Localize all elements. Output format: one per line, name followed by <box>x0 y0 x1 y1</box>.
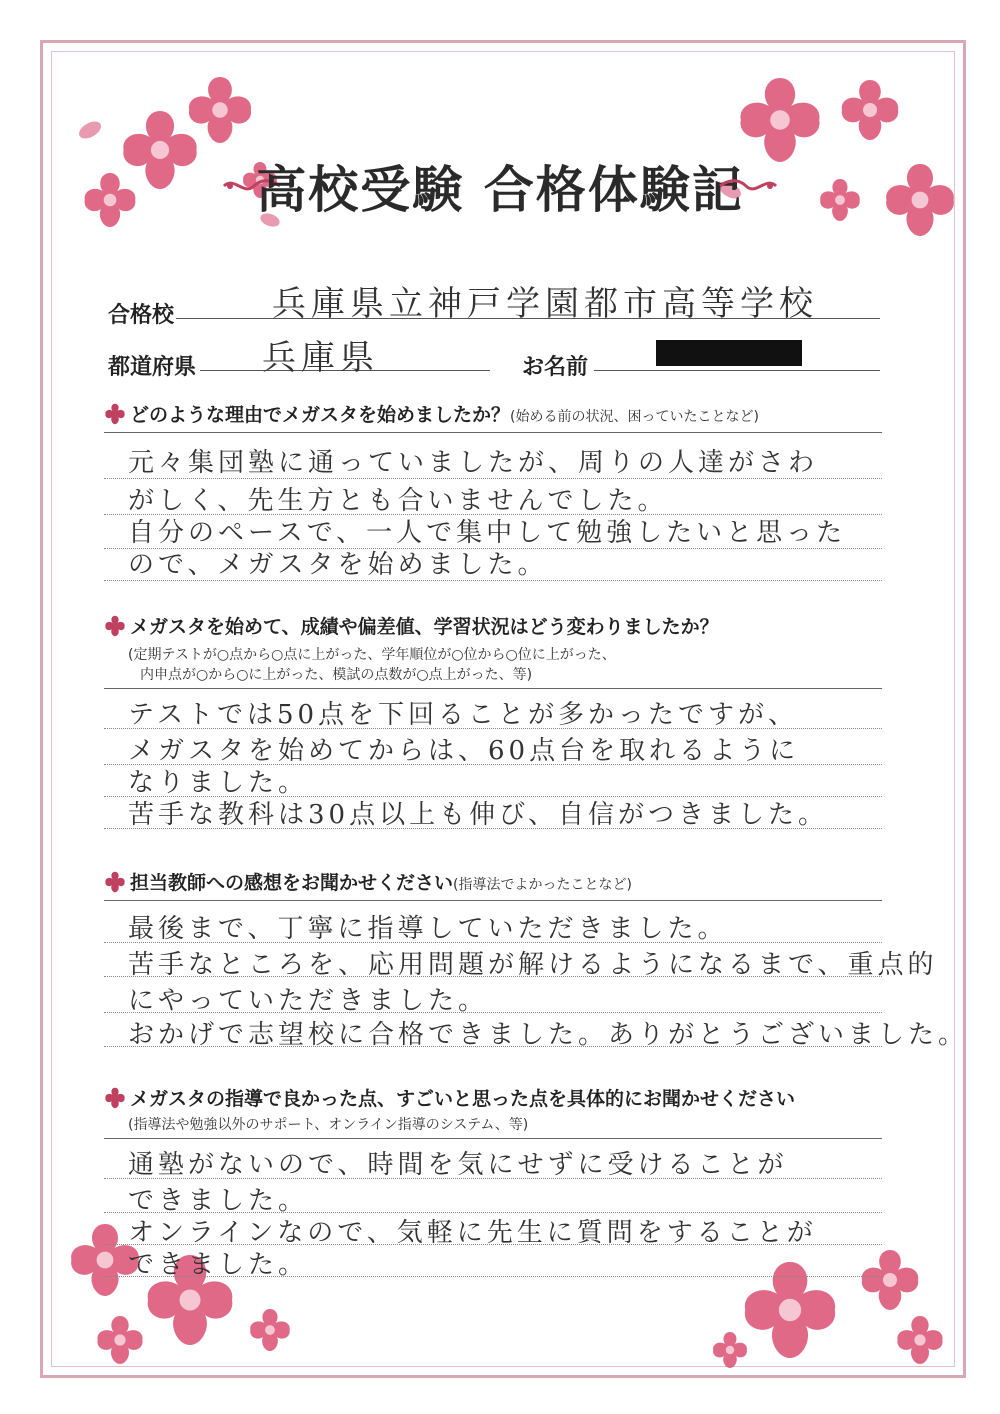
blossom-bullet-icon <box>104 615 126 637</box>
answer-1-rule-4 <box>104 580 882 581</box>
answer-3-line-3: にやっていただきました。 <box>128 986 489 1016</box>
answer-3-line-1: 最後まで、丁寧に指導していただきました。 <box>128 914 728 944</box>
answer-2-line-4: 苦手な教科は30点以上も伸び、自信がつきました。 <box>128 800 829 830</box>
answer-4-rule-4 <box>104 1276 882 1277</box>
title-swirl-right-icon <box>718 176 778 196</box>
answer-4-top-rule <box>104 1138 882 1139</box>
answer-2-line-2: メガスタを始めてからは、60点台を取れるように <box>128 736 800 766</box>
question-4 <box>104 1084 795 1111</box>
answer-4-line-1: 通塾がないので、時間を気にせずに受けることが <box>128 1150 788 1180</box>
question-2-text: メガスタを始めて、成績や偏差値、学習状況はどう変わりましたか？ <box>130 616 719 638</box>
answer-1-line-4: ので、メガスタを始めました。 <box>128 550 548 580</box>
answer-3-line-4: おかげで志望校に合格できました。ありがとうございました。 <box>128 1020 969 1050</box>
question-1-note: (始める前の状況、困っていたことなど) <box>510 409 759 425</box>
answer-2-line-1: テストでは50点を下回ることが多かったですが、 <box>128 700 799 730</box>
name-redaction <box>656 340 802 366</box>
answer-3-rule-4 <box>104 1046 882 1047</box>
answer-4-line-2: できました。 <box>128 1186 309 1216</box>
answer-1-line-3: 自分のペースで、一人で集中して勉強したいと思った <box>128 518 847 548</box>
answer-3-rule-1 <box>104 942 882 943</box>
answer-3-line-2: 苦手なところを、応用問題が解けるようになるまで、重点的 <box>128 950 938 980</box>
answer-3-rule-2 <box>104 976 882 977</box>
question-2-subnote-2: 内申点が○から○に上がった、模試の点数が○点上がった、等) <box>140 667 533 683</box>
school-value: 兵庫県立神戸学園都市高等学校 <box>272 284 818 324</box>
question-1-text: どのような理由でメガスタを始めましたか？ <box>130 404 511 426</box>
prefecture-value: 兵庫県 <box>262 338 379 378</box>
name-underline <box>594 370 880 371</box>
answer-1-line-1: 元々集団塾に通っていましたが、周りの人達がさわ <box>128 448 819 478</box>
blossom-bullet-icon <box>104 403 126 425</box>
question-3-text: 担当教師への感想をお聞かせください <box>130 872 454 894</box>
question-3 <box>104 868 632 895</box>
answer-2-line-3: なりました。 <box>128 768 309 798</box>
answer-3-rule-3 <box>104 1012 882 1013</box>
answer-4-line-4: できました。 <box>128 1250 309 1280</box>
prefecture-label: 都道府県 <box>108 355 197 380</box>
answer-1-line-2: がしく、先生方とも合いませんでした。 <box>128 486 668 516</box>
school-label: 合格校 <box>108 303 175 328</box>
answer-2-rule-1 <box>104 728 882 729</box>
answer-4-rule-1 <box>104 1178 882 1179</box>
answer-1-rule-1 <box>104 478 882 479</box>
question-4-subnote-1: (指導法や勉強以外のサポート、オンライン指導のシステム、等) <box>128 1117 529 1133</box>
question-3-note: (指導法でよかったことなど) <box>453 877 632 893</box>
blossom-bullet-icon <box>104 871 126 893</box>
question-4-text: メガスタの指導で良かった点、すごいと思った点を具体的にお聞かせください <box>130 1088 796 1110</box>
name-label: お名前 <box>522 355 589 380</box>
answer-3-top-rule <box>104 900 882 901</box>
question-1 <box>104 400 759 427</box>
blossom-bullet-icon <box>104 1087 126 1109</box>
answer-4-line-3: オンラインなので、気軽に先生に質問をすることが <box>128 1218 817 1248</box>
question-2-subnote-1: (定期テストが○点から○点に上がった、学年順位が○位から○位に上がった、 <box>128 647 616 663</box>
answer-1-top-rule <box>104 432 882 433</box>
answer-2-top-rule <box>104 688 882 689</box>
question-2 <box>104 612 719 639</box>
page-title: 高校受験 合格体験記 <box>256 160 744 219</box>
answer-2-rule-4 <box>104 828 882 829</box>
